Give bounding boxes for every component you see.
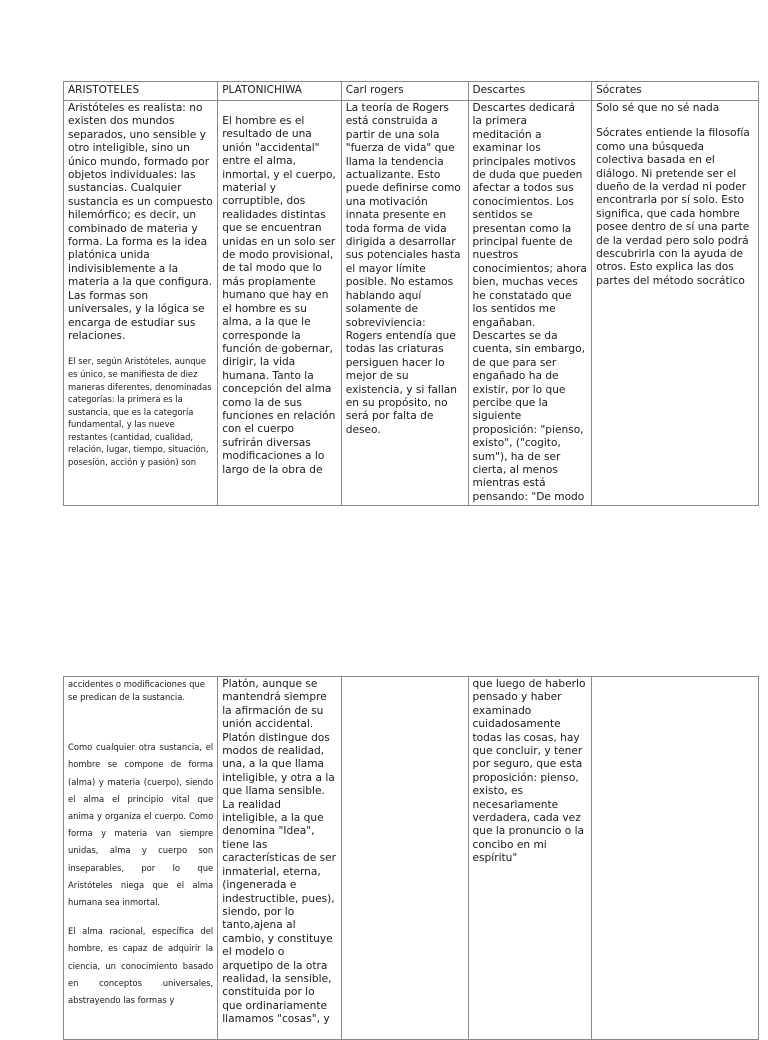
cell-aristoteles-continued [64,677,218,1040]
cell-carl-rogers [341,101,468,506]
aristoteles-paragraph-3: accidentes o modificaciones que se predican de la sustancia. [68,679,205,702]
descartes-paragraph: Descartes dedicará la primera meditación a examinar los principales motivos de duda que pueden afectar a todos sus conocimientos. Los sentidos se presentan como la principal fuente de nuestros conocimientos; ahora bien, muchas veces he constatado que los sentidos me engañaban. Descartes se da cuenta, sin embargo, de que para ser engañado ha de existir, por lo que percibe que la siguiente proposición: "pienso, existo", ("cogito, sum"), ha de ser cierta, al menos mientras está pensando: "De modo [472,102,587,503]
aristoteles-paragraph-5: El alma racional, específica del hombre, es capaz de adquirir la ciencia, un conocimiento basado en conceptos universales, abstrayendo las formas y [68,926,214,1006]
cell-platon-continued [218,677,342,1040]
cell-socrates [592,101,759,506]
aristoteles-paragraph-1: Aristóteles es realista: no existen dos mundos separados, uno sensible y otro inteligible, sino un único mundo, formado por objetos individuales: las sustancias. Cualquier sustancia es un compuesto hilemórfico; es decir, un combinado de materia y forma. La forma es la idea platónica unida indivisiblemente a la materia a la que configura. Las formas son universales, y la lógica se encarga de estudiar sus relaciones. [68,102,213,342]
cell-platon [218,101,342,506]
comparison-table-top [63,81,759,506]
aristoteles-paragraph-4: Como cualquier otra sustancia, el hombre se compone de forma (alma) y materia (cuerpo), siendo el alma el principio vital que anima y organiza el cuerpo. Como forma y materia van siempre unidas, alma y cuerpo son inseparables, por lo que Aristóteles niega que el alma humana sea inmortal. [68,742,214,908]
header-platon: PLATONICHIWA [218,82,342,101]
cell-aristoteles [64,101,218,506]
header-row [64,82,759,101]
header-descartes: Descartes [468,82,592,101]
header-carl-rogers: Carl rogers [341,82,468,101]
content-row-continued [64,677,759,1040]
comparison-table-bottom [63,676,759,1040]
socrates-paragraph: Sócrates entiende la filosofía como una búsqueda colectiva basada en el diálogo. Ni pretende ser el dueño de la verdad ni poder encontrarla por sí solo. Esto significa, que cada hombre posee dentro de sí una parte de la verdad pero solo podrá descubrirla con la ayuda de otros. Esto explica las dos partes del método socrático [596,127,750,287]
cell-carl-rogers-continued [341,677,468,1040]
rogers-paragraph: La teoría de Rogers está construida a partir de una sola "fuerza de vida" que llama la tendencia actualizante. Esto puede definirse como una motivación innata presente en toda forma de vida dirigida a desarrollar sus potenciales hasta el mayor límite posible. No estamos hablando aquí solamente de sobreviviencia: Rogers entendía que todas las criaturas persiguen hacer lo mejor de su existencia, y si fallan en su propósito, no será por falta de deseo. [345,102,461,436]
socrates-quote: Solo sé que no sé nada [596,102,720,114]
platon-paragraph: El hombre es el resultado de una unión "accidental" entre el alma, inmortal, y el cuerpo, material y corruptible, dos realidades distintas que se encuentran unidas en un solo ser de modo provisional, de tal modo que lo más propiamente humano que hay en el hombre es su alma, a la que le corresponde la función de gobernar, dirigir, la vida humana. Tanto la concepción del alma como la de sus funciones en relación con el cuerpo sufrirán diversas modificaciones a lo largo de la obra de [222,115,336,476]
descartes-paragraph-continued: que luego de haberlo pensado y haber examinado cuidadosamente todas las cosas, hay que concluir, y tener por seguro, que esta proposición: pienso, existo, es necesariamente verdadera, cada vez que la pronuncio o la concibo en mi espíritu" [472,678,586,865]
aristoteles-paragraph-2: El ser, según Aristóteles, aunque es único, se manifiesta de diez maneras diferentes, denominadas categorías: la primera es la sustancia, que es la categoría fundamental, y las nueve restantes (cantidad, cualidad, relación, lugar, tiempo, situación, posesión, acción y pasión) son [68,356,212,468]
content-row [64,101,759,506]
cell-descartes-continued [468,677,592,1040]
header-socrates: Sócrates [592,82,759,101]
header-aristoteles: ARISTOTELES [64,82,218,101]
cell-socrates-continued [592,677,759,1040]
platon-paragraph-continued: Platón, aunque se mantendrá siempre la afirmación de su unión accidental. Platón distingue dos modos de realidad, una, a la que llama inteligible, y otra a la que llama sensible. La realidad inteligible, a la que denomina "Idea", tiene las características de ser inmaterial, eterna, (ingenerada e indestructible, pues), siendo, por lo tanto,ajena al cambio, y constituye el modelo o arquetipo de la otra realidad, la sensible, constituida por lo que ordinariamente llamamos "cosas", y [222,678,336,1026]
cell-descartes [468,101,592,506]
